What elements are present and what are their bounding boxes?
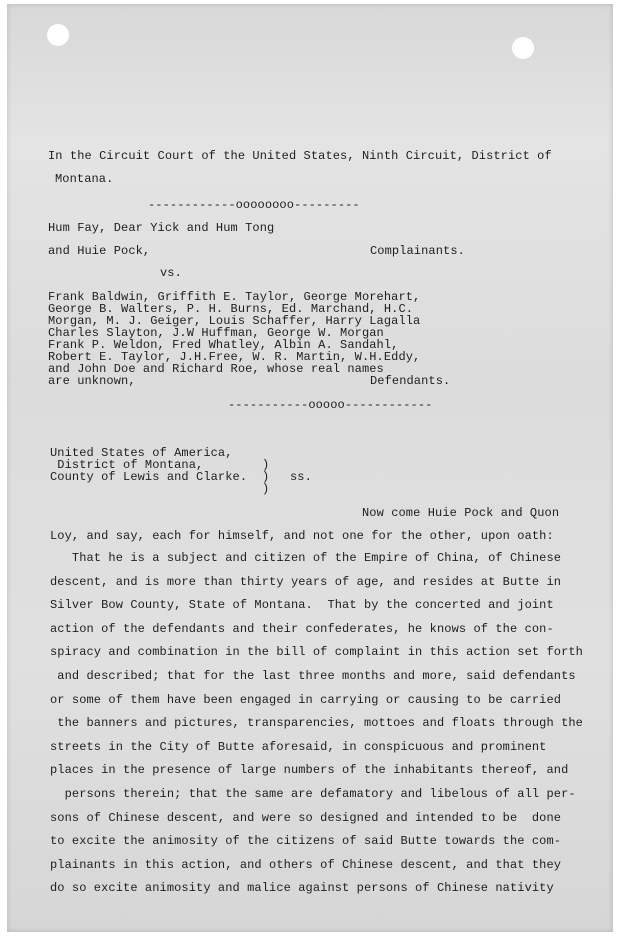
body-line: spiracy and combination in the bill of complaint in this action set forth	[50, 645, 583, 660]
defendant-line: George B. Walters, P. H. Burns, Ed. Marchand, H.C.	[48, 302, 414, 316]
body-line: do so excite animosity and malice against persons of Chinese nativity	[50, 881, 554, 896]
complainants-label: Complainants.	[370, 244, 465, 258]
court-caption: In the Circuit Court of the United States, Ninth Circuit, District of	[48, 149, 552, 163]
body-line: persons therein; that the same are defamatory and libelous of all per-	[50, 787, 576, 801]
defendant-line: are unknown,	[48, 374, 136, 388]
versus: vs.	[160, 266, 182, 280]
defendant-line: Morgan, M. J. Geiger, Louis Schaffer, Harry Lagalla	[48, 314, 421, 328]
body-intro-cont: Loy, and say, each for himself, and not one for the other, upon oath:	[50, 529, 554, 543]
defendant-line: and John Doe and Richard Roe, whose real names	[48, 362, 384, 376]
body-line: plainants in this action, and others of Chinese descent, and that they	[50, 857, 562, 872]
body-line: streets in the City of Butte aforesaid, in conspicuous and prominent	[50, 739, 547, 754]
defendant-line: Robert E. Taylor, J.H.Free, W. R. Martin, W.H.Eddy,	[48, 350, 421, 364]
venue-line: County of Lewis and Clarke.	[50, 470, 248, 484]
complainants-names: Hum Fay, Dear Yick and Hum Tong	[48, 221, 275, 235]
body-line: descent, and is more than thirty years of age, and resides at Butte in	[50, 574, 562, 589]
separator: ------------oooooooo---------	[148, 198, 360, 212]
venue-line: District of Montana,	[50, 458, 204, 472]
defendant-line: Frank Baldwin, Griffith E. Taylor, George Morehart,	[48, 290, 421, 304]
punch-hole	[47, 24, 69, 46]
body-line: or some of them have been engaged in carrying or causing to be carried	[50, 692, 562, 707]
complainants-names-cont: and Huie Pock,	[48, 244, 151, 258]
bracket: )	[262, 482, 270, 496]
body-line: Silver Bow County, State of Montana. That by the concerted and joint	[50, 598, 554, 613]
bracket: )	[262, 458, 270, 472]
defendants-label: Defendants.	[370, 374, 451, 388]
body-line: places in the presence of large numbers of the inhabitants thereof, and	[50, 763, 569, 778]
venue-line: United States of America,	[50, 446, 233, 460]
body-line: and described; that for the last three months and more, said defendants	[50, 669, 576, 683]
court-caption-cont: Montana.	[55, 172, 114, 186]
body-line: the banners and pictures, transparencies, mottoes and floats through the	[50, 716, 583, 731]
ss: ss.	[290, 470, 312, 484]
bracket: )	[262, 470, 270, 484]
body-intro: Now come Huie Pock and Quon	[362, 506, 560, 520]
defendant-line: Frank P. Weldon, Fred Whatley, Albin A. Sandahl,	[48, 338, 399, 352]
body-line: That he is a subject and citizen of the Empire of China, of Chinese	[50, 551, 562, 565]
punch-hole	[512, 37, 534, 59]
defendant-line: Charles Slayton, J.W Huffman, George W. Morgan	[48, 326, 384, 340]
separator: -----------ooooo------------	[228, 398, 433, 412]
body-line: to excite the animosity of the citizens of said Butte towards the com-	[50, 834, 562, 849]
body-line: action of the defendants and their confederates, he knows of the con-	[50, 621, 554, 636]
body-line: sons of Chinese descent, and were so designed and intended to be done	[50, 810, 562, 825]
